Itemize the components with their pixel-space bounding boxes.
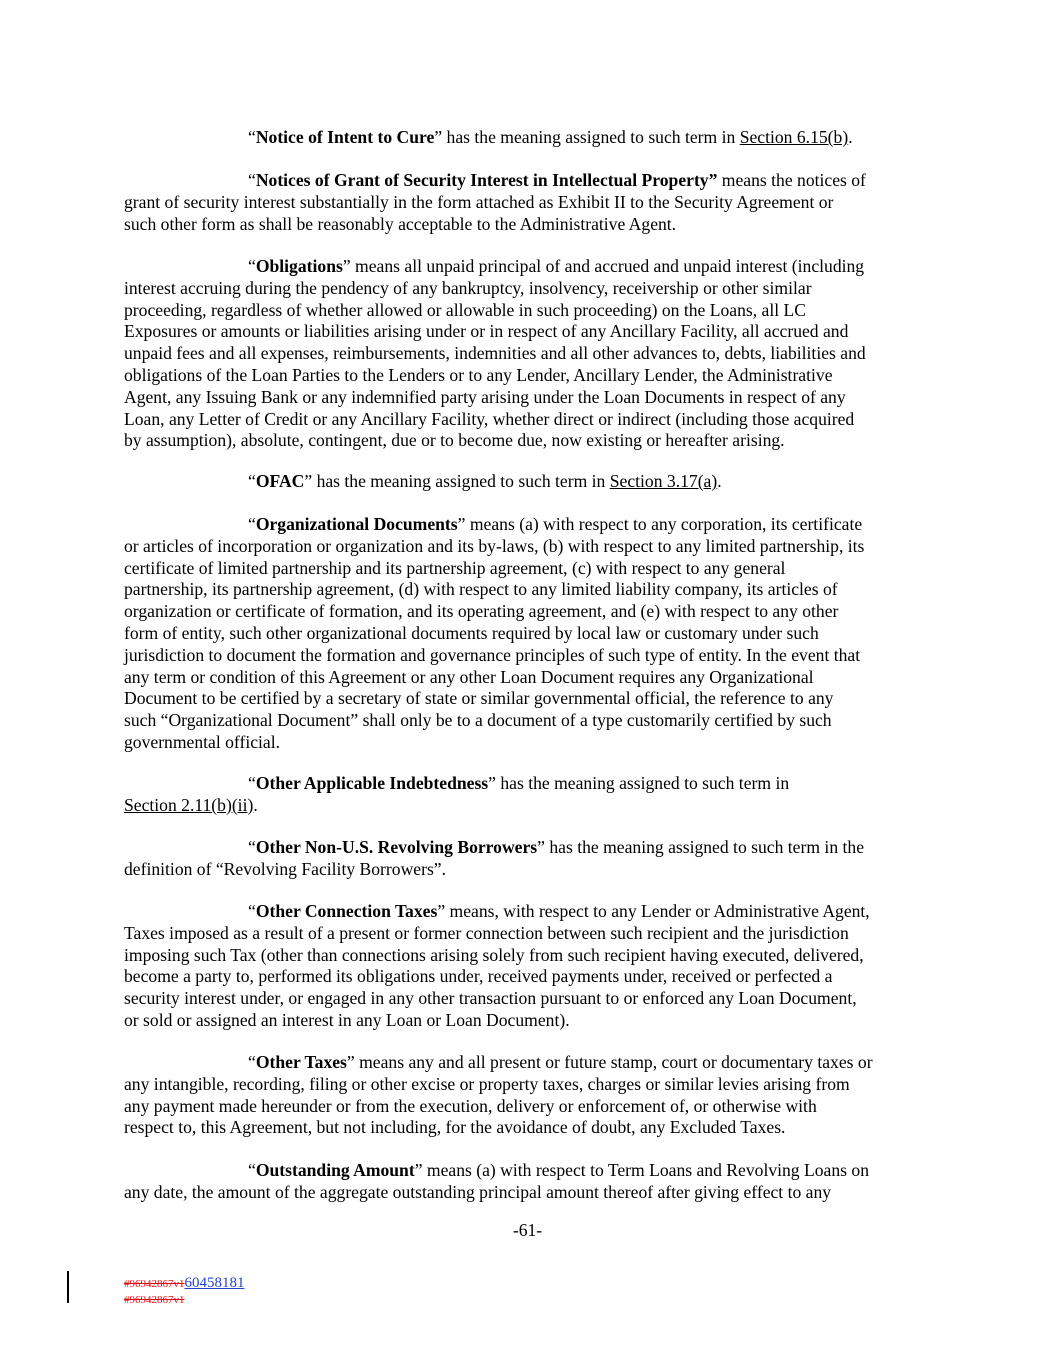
definition-line: Agent, any Issuing Bank or any indemnified party arising under the Loan Documents in respect of any — [124, 386, 846, 407]
defined-term: Other Applicable Indebtedness — [255, 773, 489, 793]
defined-term: Notices of Grant of Security Interest in Intellectual Property” — [255, 170, 718, 190]
section-reference: Section 6.15(b) — [739, 127, 849, 147]
definition-paragraph — [124, 256, 944, 452]
definition-line: Document to be certified by a secretary of state or similar governmental official, the reference to any — [124, 688, 834, 709]
defined-term: Other Non-U.S. Revolving Borrowers — [255, 837, 538, 857]
definition-line: certificate of limited partnership and its partnership agreement, (c) with respect to any general — [124, 557, 786, 578]
definition-paragraph — [124, 773, 944, 817]
section-reference: Section 3.17(a) — [609, 471, 718, 491]
defined-term: Outstanding Amount — [255, 1160, 415, 1180]
definition-line: by assumption), absolute, contingent, due or to become due, now existing or hereafter arising. — [124, 430, 785, 451]
definition-line: “Outstanding Amount” means (a) with respect to Term Loans and Revolving Loans on — [248, 1160, 869, 1180]
definition-line: or sold or assigned an interest in any Loan or Loan Document). — [124, 1009, 570, 1030]
definition-line: “Other Non-U.S. Revolving Borrowers” has the meaning assigned to such term in the — [248, 837, 865, 857]
definition-line: become a party to, performed its obligations under, received payments under, received or perfected a — [124, 966, 833, 987]
definition-line: organization or certificate of formation, and its operating agreement, and (e) with respect to any other — [124, 601, 839, 622]
defined-term: Organizational Documents — [255, 514, 458, 534]
definition-line: Section 2.11(b)(ii). — [124, 794, 258, 815]
change-bar — [67, 1271, 69, 1303]
definition-paragraph — [124, 170, 944, 235]
definition-line: form of entity, such other organizational documents required by local law or customary under such — [124, 622, 819, 643]
definition-line: “Notices of Grant of Security Interest in Intellectual Property” means the notices of — [248, 170, 866, 190]
definition-paragraph — [124, 901, 944, 1032]
definition-paragraph — [124, 1052, 944, 1139]
definition-line: such other form as shall be reasonably acceptable to the Administrative Agent. — [124, 213, 677, 234]
defined-term: Notice of Intent to Cure — [255, 127, 435, 147]
defined-term: OFAC — [255, 471, 305, 491]
definition-line: partnership, its partnership agreement, (d) with respect to any limited liability company, its articles of — [124, 579, 838, 600]
definition-line: “Other Connection Taxes” means, with respect to any Lender or Administrative Agent, — [248, 901, 870, 921]
definition-line: “Organizational Documents” means (a) with respect to any corporation, its certificate — [248, 514, 863, 534]
deleted-doc-id: #96942867v1 — [124, 1278, 185, 1290]
definition-line: such “Organizational Document” shall only be to a document of a type customarily certified by such — [124, 710, 832, 731]
definition-paragraph — [124, 471, 944, 493]
definition-paragraph — [124, 1160, 944, 1204]
deleted-doc-id-2: #96942867v1 — [124, 1294, 185, 1306]
defined-term: Other Connection Taxes — [255, 901, 438, 921]
definition-line: “Other Applicable Indebtedness” has the meaning assigned to such term in — [248, 773, 790, 793]
definition-line: interest accruing during the pendency of any bankruptcy, insolvency, receivership or other similar — [124, 277, 812, 298]
document-id-line-2 — [124, 1290, 185, 1312]
definition-line: Taxes imposed as a result of a present or former connection between such recipient and the jurisdiction — [124, 922, 849, 943]
section-reference: Section 2.11(b)(ii) — [124, 794, 254, 815]
page-number: -61- — [512, 1220, 543, 1240]
definition-line: respect to, this Agreement, but not including, for the avoidance of doubt, any Excluded Taxes. — [124, 1117, 786, 1138]
definition-line: governmental official. — [124, 731, 281, 752]
definition-line: proceeding, regardless of whether allowed or allowable in such proceeding) on the Loans, all LC — [124, 299, 807, 320]
definition-line: any term or condition of this Agreement or any other Loan Document requires any Organizational — [124, 666, 814, 687]
definition-line: any date, the amount of the aggregate outstanding principal amount thereof after giving effect to any — [124, 1181, 832, 1202]
definition-line: “Notice of Intent to Cure” has the meaning assigned to such term in Section 6.15(b). — [248, 127, 853, 147]
definition-paragraph — [124, 514, 944, 754]
definition-paragraph — [124, 837, 944, 881]
definition-line: any payment made hereunder or from the execution, delivery or enforcement of, or otherwise with — [124, 1095, 817, 1116]
definition-line: “OFAC” has the meaning assigned to such term in Section 3.17(a). — [248, 471, 722, 491]
inserted-doc-id: 60458181 — [184, 1275, 245, 1291]
definition-line: any intangible, recording, filing or other excise or property taxes, charges or similar levies arising from — [124, 1073, 850, 1094]
definition-paragraph — [124, 127, 944, 149]
defined-term: Other Taxes — [255, 1052, 347, 1072]
definition-line: definition of “Revolving Facility Borrowers”. — [124, 858, 446, 879]
definition-line: grant of security interest substantially in the form attached as Exhibit II to the Security Agreement or — [124, 191, 834, 212]
defined-term: Obligations — [255, 256, 343, 276]
definition-line: obligations of the Loan Parties to the Lenders or to any Lender, Ancillary Lender, the Administrative — [124, 364, 833, 385]
definition-line: jurisdiction to document the formation and governance principles of such type of entity. In the event that — [124, 644, 861, 665]
definition-line: unpaid fees and all expenses, reimbursements, indemnities and all other advances to, debts, liabilities and — [124, 343, 866, 364]
definition-line: Loan, any Letter of Credit or any Ancillary Facility, whether direct or indirect (including those acquired — [124, 408, 855, 429]
definition-line: imposing such Tax (other than connections arising solely from such recipient having executed, delivered, — [124, 944, 864, 965]
definition-line: “Other Taxes” means any and all present or future stamp, court or documentary taxes or — [248, 1052, 873, 1072]
definition-line: “Obligations” means all unpaid principal of and accrued and unpaid interest (including — [248, 256, 865, 276]
definition-line: security interest under, or engaged in any other transaction pursuant to or enforced any Loan Document, — [124, 988, 857, 1009]
definition-line: or articles of incorporation or organization and its by-laws, (b) with respect to any limited partnership, its — [124, 535, 865, 556]
definition-line: Exposures or amounts or liabilities arising under or in respect of any Ancillary Facility, all accrued and — [124, 321, 849, 342]
